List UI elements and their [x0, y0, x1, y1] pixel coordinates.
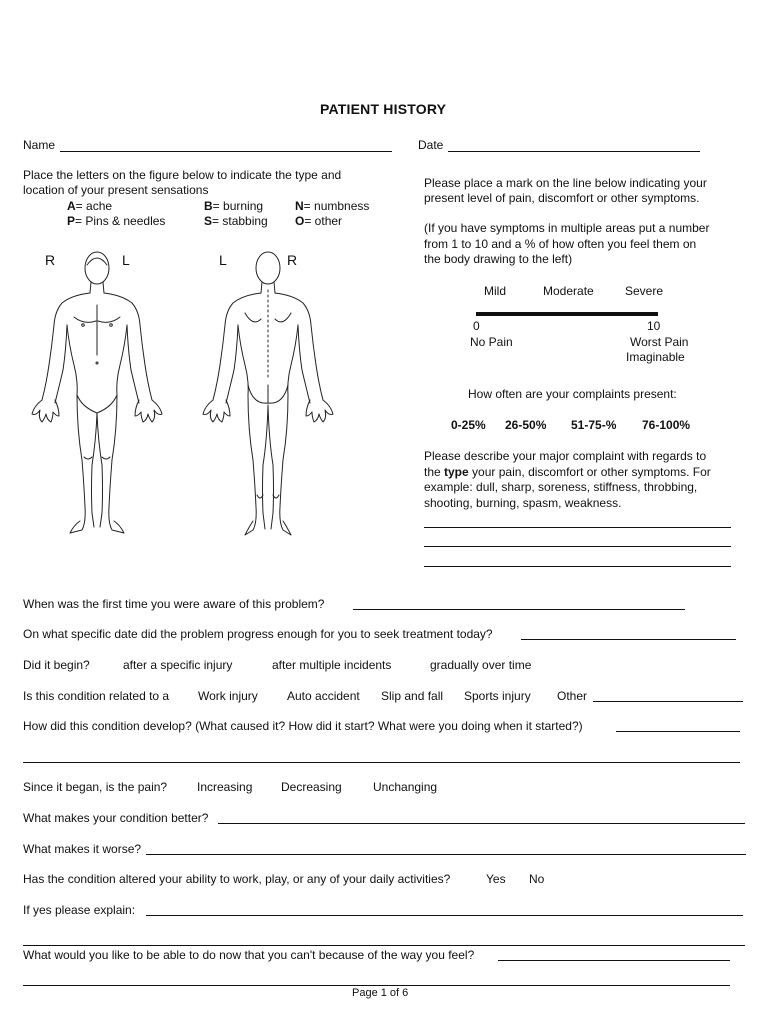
- begin-option-specific-injury[interactable]: after a specific injury: [123, 658, 233, 672]
- name-label: Name: [23, 138, 56, 152]
- altered-no-option[interactable]: No: [529, 872, 545, 886]
- date-label: Date: [418, 138, 444, 152]
- pain-instructions-line5: the body drawing to the left): [424, 252, 573, 266]
- code-n: N= numbness: [295, 199, 370, 213]
- describe-line4: shooting, burning, spasm, weakness.: [424, 496, 622, 510]
- code-o: O= other: [295, 214, 343, 228]
- begin-option-gradually[interactable]: gradually over time: [430, 658, 532, 672]
- scale-ten-label: 10: [647, 319, 661, 333]
- front-figure-right-label: R: [45, 252, 56, 268]
- since-option-decreasing[interactable]: Decreasing: [281, 780, 342, 794]
- better-question: What makes your condition better?: [23, 811, 209, 825]
- progress-date-answer[interactable]: [521, 639, 736, 640]
- front-figure-left-label: L: [122, 252, 130, 268]
- explain-answer-2[interactable]: [23, 945, 745, 946]
- code-b: B= burning: [204, 199, 264, 213]
- frequency-option-0-25[interactable]: 0-25%: [451, 418, 486, 432]
- frequency-option-26-50[interactable]: 26-50%: [505, 418, 547, 432]
- front-body-diagram[interactable]: [22, 245, 172, 545]
- frequency-question: How often are your complaints present:: [468, 387, 677, 401]
- worse-question: What makes it worse?: [23, 842, 142, 856]
- explain-question: If yes please explain:: [23, 903, 136, 917]
- since-option-increasing[interactable]: Increasing: [197, 780, 253, 794]
- scale-mild-label: Mild: [484, 284, 507, 298]
- back-body-diagram[interactable]: [193, 245, 343, 545]
- first-aware-question: When was the first time you were aware of this problem?: [23, 597, 325, 611]
- related-question: Is this condition related to a: [23, 689, 170, 703]
- describe-answer-line-2[interactable]: [424, 546, 731, 547]
- scale-moderate-label: Moderate: [543, 284, 594, 298]
- figure-instructions-line2: location of your present sensations: [23, 183, 209, 197]
- pain-instructions-line3: (If you have symptoms in multiple areas put a number: [424, 221, 710, 235]
- would-like-answer-1[interactable]: [498, 960, 730, 961]
- frequency-option-51-75[interactable]: 51-75-%: [571, 418, 617, 432]
- code-p: P= Pins & needles: [67, 214, 166, 228]
- altered-yes-option[interactable]: Yes: [486, 872, 506, 886]
- progress-date-question: On what specific date did the problem progress enough for you to seek treatment today?: [23, 627, 493, 641]
- scale-no-pain-label: No Pain: [470, 335, 513, 349]
- page-title: PATIENT HISTORY: [320, 101, 447, 117]
- scale-severe-label: Severe: [625, 284, 664, 298]
- related-option-work-injury[interactable]: Work injury: [198, 689, 258, 703]
- related-option-sports-injury[interactable]: Sports injury: [464, 689, 531, 703]
- frequency-option-76-100[interactable]: 76-100%: [642, 418, 691, 432]
- better-answer[interactable]: [218, 823, 745, 824]
- begin-option-multiple-incidents[interactable]: after multiple incidents: [272, 658, 392, 672]
- back-figure-left-label: L: [219, 252, 227, 268]
- pain-instructions-line4: from 1 to 10 and a % of how often you feel them on: [424, 237, 697, 251]
- related-option-other[interactable]: Other: [557, 689, 588, 703]
- back-figure-right-label: R: [287, 252, 298, 268]
- code-s: S= stabbing: [204, 214, 268, 228]
- since-option-unchanging[interactable]: Unchanging: [373, 780, 438, 794]
- related-option-auto-accident[interactable]: Auto accident: [287, 689, 360, 703]
- pain-scale-line[interactable]: [476, 312, 658, 316]
- describe-line1: Please describe your major complaint with regards to: [424, 449, 707, 463]
- begin-question: Did it begin?: [23, 658, 90, 672]
- page-number: Page 1 of 6: [352, 987, 409, 999]
- scale-worst-label-2: Imaginable: [626, 350, 685, 364]
- describe-answer-line-3[interactable]: [424, 566, 731, 567]
- first-aware-answer[interactable]: [353, 609, 685, 610]
- date-field[interactable]: [448, 151, 700, 152]
- pain-instructions-line1: Please place a mark on the line below indicating your: [424, 176, 707, 190]
- would-like-question: What would you like to be able to do now that you can't because of the way you feel?: [23, 948, 475, 962]
- explain-answer-1[interactable]: [146, 915, 743, 916]
- describe-line2: the type your pain, discomfort or other symptoms. For: [424, 465, 711, 479]
- describe-answer-line-1[interactable]: [424, 527, 731, 528]
- code-a: A= ache: [67, 199, 113, 213]
- would-like-answer-2[interactable]: [23, 985, 730, 986]
- related-option-slip-and-fall[interactable]: Slip and fall: [381, 689, 444, 703]
- develop-answer-2[interactable]: [23, 762, 740, 763]
- develop-question: How did this condition develop? (What caused it? How did it start? What were you doing when it started?): [23, 719, 583, 733]
- altered-question: Has the condition altered your ability to work, play, or any of your daily activities?: [23, 872, 451, 886]
- since-question: Since it began, is the pain?: [23, 780, 168, 794]
- figure-instructions-line1: Place the letters on the figure below to indicate the type and: [23, 168, 342, 182]
- develop-answer-1[interactable]: [616, 731, 740, 732]
- name-field[interactable]: [60, 151, 392, 152]
- scale-worst-label-1: Worst Pain: [630, 335, 689, 349]
- scale-zero-label: 0: [473, 319, 480, 333]
- pain-instructions-line2: present level of pain, discomfort or other symptoms.: [424, 191, 700, 205]
- related-other-answer[interactable]: [593, 701, 743, 702]
- worse-answer[interactable]: [146, 854, 746, 855]
- describe-line3: example: dull, sharp, soreness, stiffness, throbbing,: [424, 480, 698, 494]
